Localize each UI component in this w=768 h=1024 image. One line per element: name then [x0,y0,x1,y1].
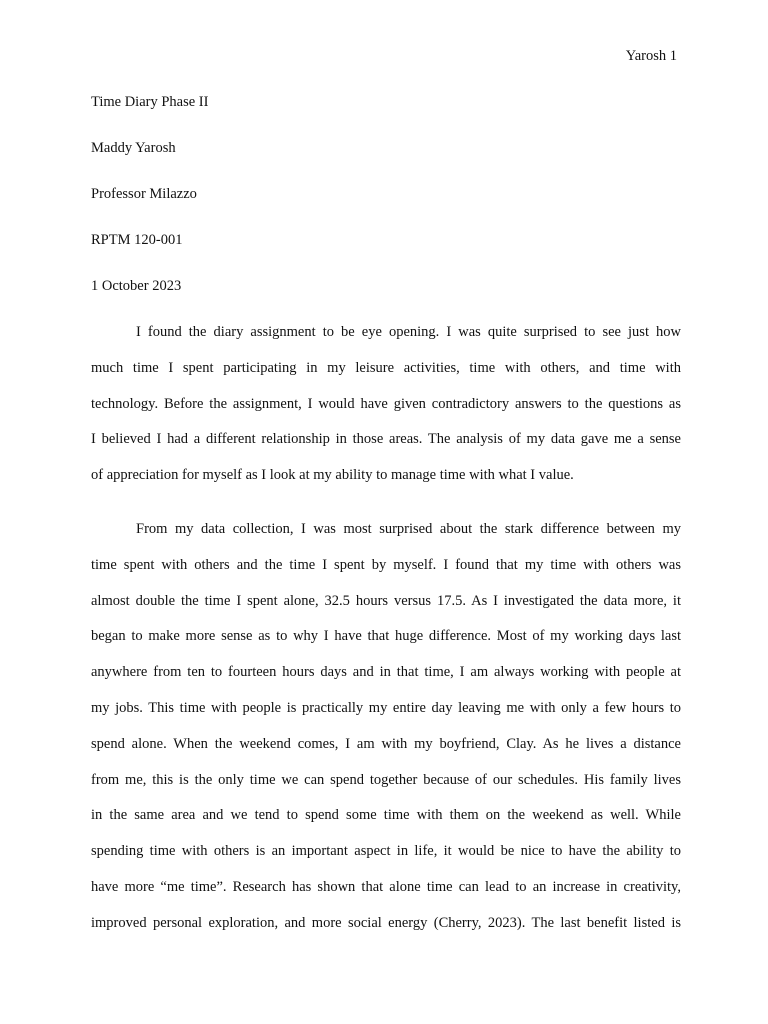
text-line: spend alone. When the weekend comes, I am with my boyfriend, Clay. As he lives a distance [91,735,681,752]
professor-name: Professor Milazzo [91,186,197,202]
paragraph [91,520,681,950]
text-line: almost double the time I spent alone, 32.5 hours versus 17.5. As I investigated the data more, it [91,592,681,609]
assignment-title: Time Diary Phase II [91,94,209,110]
text-line: began to make more sense as to why I have that huge difference. Most of my working days last [91,628,681,645]
text-line: time spent with others and the time I spent by myself. I found that my time with others was [91,556,681,573]
text-line: in the same area and we tend to spend some time with them on the weekend as well. While [91,807,681,824]
text-line: I believed I had a different relationship in those areas. The analysis of my data gave me a sense [91,431,681,448]
body-text [91,323,681,950]
text-line: anywhere from ten to fourteen hours days and in that time, I am always working with people at [91,664,681,681]
text-line: my jobs. This time with people is practically my entire day leaving me with only a few hours to [91,699,681,716]
course-code: RPTM 120-001 [91,232,183,248]
text-line: technology. Before the assignment, I would have given contradictory answers to the questions as [91,395,681,412]
text-line: spending time with others is an important aspect in life, it would be nice to have the ability to [91,843,681,860]
text-line: of appreciation for myself as I look at my ability to manage time with what I value. [91,467,574,484]
text-line: from me, this is the only time we can spend together because of our schedules. His family lives [91,771,681,788]
heading-block [91,93,681,323]
text-line: have more “me time”. Research has shown that alone time can lead to an increase in creativity, [91,878,681,895]
text-line: I found the diary assignment to be eye opening. I was quite surprised to see just how [136,324,681,340]
author-name: Maddy Yarosh [91,140,176,156]
document-date: 1 October 2023 [91,278,182,294]
text-line: much time I spent participating in my leisure activities, time with others, and time with [91,359,681,376]
running-head: Yarosh 1 [625,48,677,64]
text-line: From my data collection, I was most surprised about the stark difference between my [136,520,681,537]
text-line: improved personal exploration, and more social energy (Cherry, 2023). The last benefit listed is [91,914,681,931]
paragraph [91,323,681,502]
